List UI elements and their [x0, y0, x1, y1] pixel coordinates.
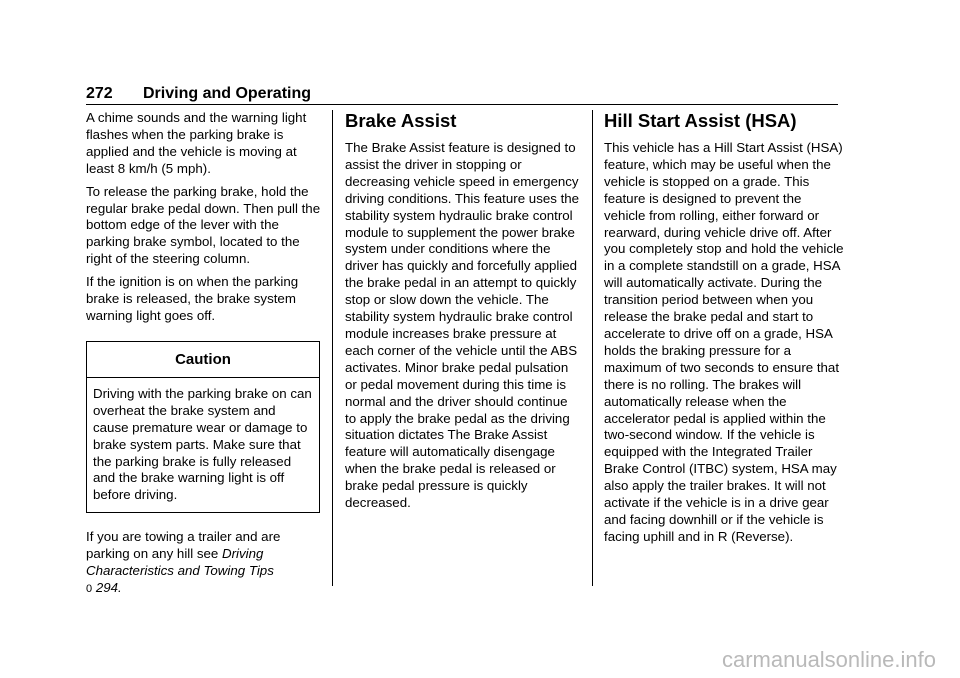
column-left — [86, 110, 322, 604]
towing-text: If you are towing a trailer and are parking on any hill see — [86, 529, 281, 562]
column-divider-1 — [332, 110, 333, 586]
heading-brake-assist: Brake Assist — [345, 110, 457, 131]
paragraph-release-brake: To release the parking brake, hold the regular brake pedal down. Then pull the bottom edge of the lever with the parking brake symbol, located to the right of the steering column. — [86, 183, 321, 267]
heading-hill-start-assist: Hill Start Assist (HSA) — [604, 110, 797, 131]
paragraph-towing — [86, 529, 322, 598]
xref-page-number[interactable]: 294 — [95, 579, 119, 595]
caution-body: Driving with the parking brake on can overheat the brake system and cause premature wear or damage to brake system parts. Make sure that the parking brake is fully released and the brake warning light is off before driving. — [93, 385, 312, 503]
caution-box — [86, 341, 320, 513]
column-divider-2 — [592, 110, 593, 586]
paragraph-hill-start-assist: This vehicle has a Hill Start Assist (HSA) feature, which may be useful when the vehicle is stopped on a grade. This feature is designed to prevent the vehicle from rolling, either forward or rearward, during vehicle drive off. After you completely stop and hold the vehicle in a complete standstill on a grade, HSA will automatically activate. During the transition period between when you release the brake pedal and start to accelerate to drive off on a grade, HSA holds the braking pressure for a maximum of two seconds to ensure that there is no rolling. The brakes will automatically release when the accelerator pedal is applied within the two-second window. If the vehicle is equipped with the Integrated Trailer Brake Control (ITBC) system, HSA may also apply the trailer brakes. It will not activate if the vehicle is in a drive gear and facing downhill or if the vehicle is facing uphill and in R (Reverse). — [604, 140, 844, 544]
xref-link-driving-towing[interactable]: Driving Characteristics and Towing Tips — [86, 546, 274, 579]
column-right — [604, 110, 844, 552]
watermark: carmanualsonline.info — [721, 647, 936, 672]
header-rule — [86, 104, 838, 105]
xref-end: . — [118, 579, 122, 595]
page-number: 272 — [86, 85, 113, 102]
paragraph-brake-assist: The Brake Assist feature is designed to assist the driver in stopping or decreasing vehicle speed in emergency driving conditions. This feature uses the stability system hydraulic brake control module to supplement the power brake system under conditions where the driver has quickly and forcefully applied the brake pedal in an attempt to quickly stop or slow down the vehicle. The stability system hydraulic brake control module increases brake pressure at each corner of the vehicle until the ABS activates. Minor brake pedal pulsation or pedal movement during this time is normal and the driver should continue to apply the brake pedal as the driving situation dictates The Brake Assist feature will automatically disengage when the brake pedal is released or brake pedal pressure is quickly decreased. — [345, 140, 580, 511]
paragraph-ignition: If the ignition is on when the parking brake is released, the brake system warning light goes off. — [86, 274, 299, 323]
caution-title: Caution — [87, 342, 319, 378]
section-title: Driving and Operating — [143, 85, 312, 102]
page-ref-icon: 0 — [86, 582, 93, 595]
page-header — [86, 84, 838, 106]
paragraph-chime: A chime sounds and the warning light flashes when the parking brake is applied and the vehicle is moving at least 8 km/h (5 mph). — [86, 110, 307, 176]
column-middle — [345, 110, 580, 518]
